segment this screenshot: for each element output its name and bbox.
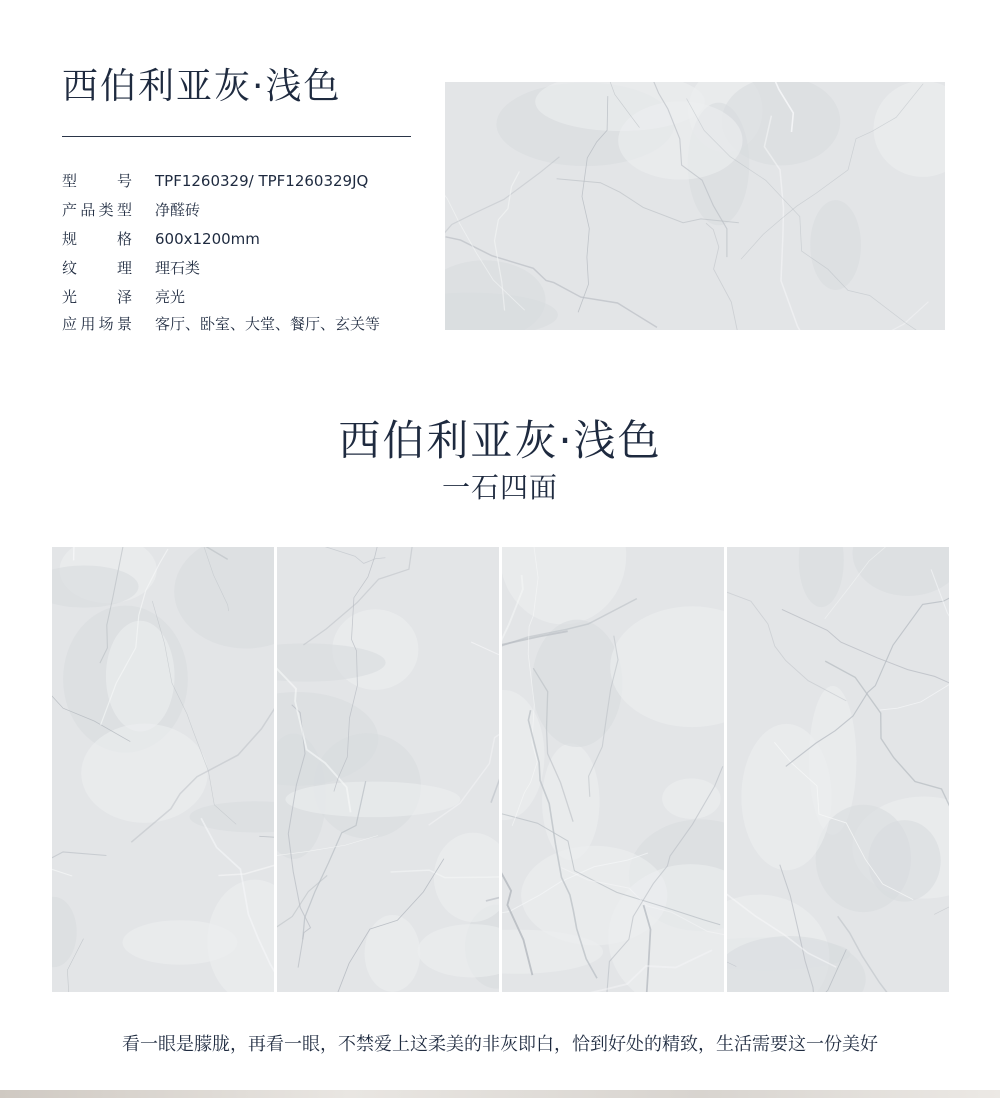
product-title: 西伯利亚灰·浅色: [62, 66, 342, 107]
tile-variations-row: [52, 547, 949, 992]
spec-row: [62, 170, 368, 191]
title-divider: [62, 136, 411, 137]
marble-texture: [52, 547, 274, 992]
spec-key: 规格: [62, 230, 132, 248]
description-caption: 看一眼是朦胧，再看一眼，不禁爱上这柔美的非灰即白，恰到好处的精致，生活需要这一份美好: [122, 1034, 878, 1055]
spec-value: 理石类: [155, 259, 201, 277]
marble-texture: [277, 547, 499, 992]
spec-value: 客厅、卧室、大堂、餐厅、玄关等: [155, 315, 381, 333]
spec-row: [62, 199, 200, 220]
marble-texture: [445, 82, 945, 330]
spec-key: 产品类型: [62, 201, 132, 219]
section-title: 西伯利亚灰·浅色: [338, 416, 662, 465]
tile-variation-1: [52, 547, 274, 992]
tile-variation-2: [277, 547, 499, 992]
spec-row: [62, 313, 380, 334]
spec-row: [62, 286, 185, 307]
spec-value: 600x1200mm: [155, 229, 260, 248]
tile-variation-3: [502, 547, 724, 992]
marble-texture: [502, 547, 724, 992]
spec-value: 净醛砖: [155, 201, 201, 219]
marble-texture: [727, 547, 949, 992]
section-subtitle: 一石四面: [441, 471, 558, 504]
spec-key: 光泽: [62, 288, 132, 306]
spec-value: 亮光: [155, 288, 186, 306]
spec-row: [62, 228, 260, 249]
bottom-photo-strip: [0, 1090, 1000, 1098]
spec-key: 应用场景: [62, 315, 132, 333]
spec-key: 纹理: [62, 259, 132, 277]
spec-value: TPF1260329/ TPF1260329JQ: [155, 171, 369, 190]
spec-key: 型号: [62, 172, 132, 190]
hero-tile-image: [445, 82, 945, 330]
spec-row: [62, 257, 200, 278]
tile-variation-4: [727, 547, 949, 992]
